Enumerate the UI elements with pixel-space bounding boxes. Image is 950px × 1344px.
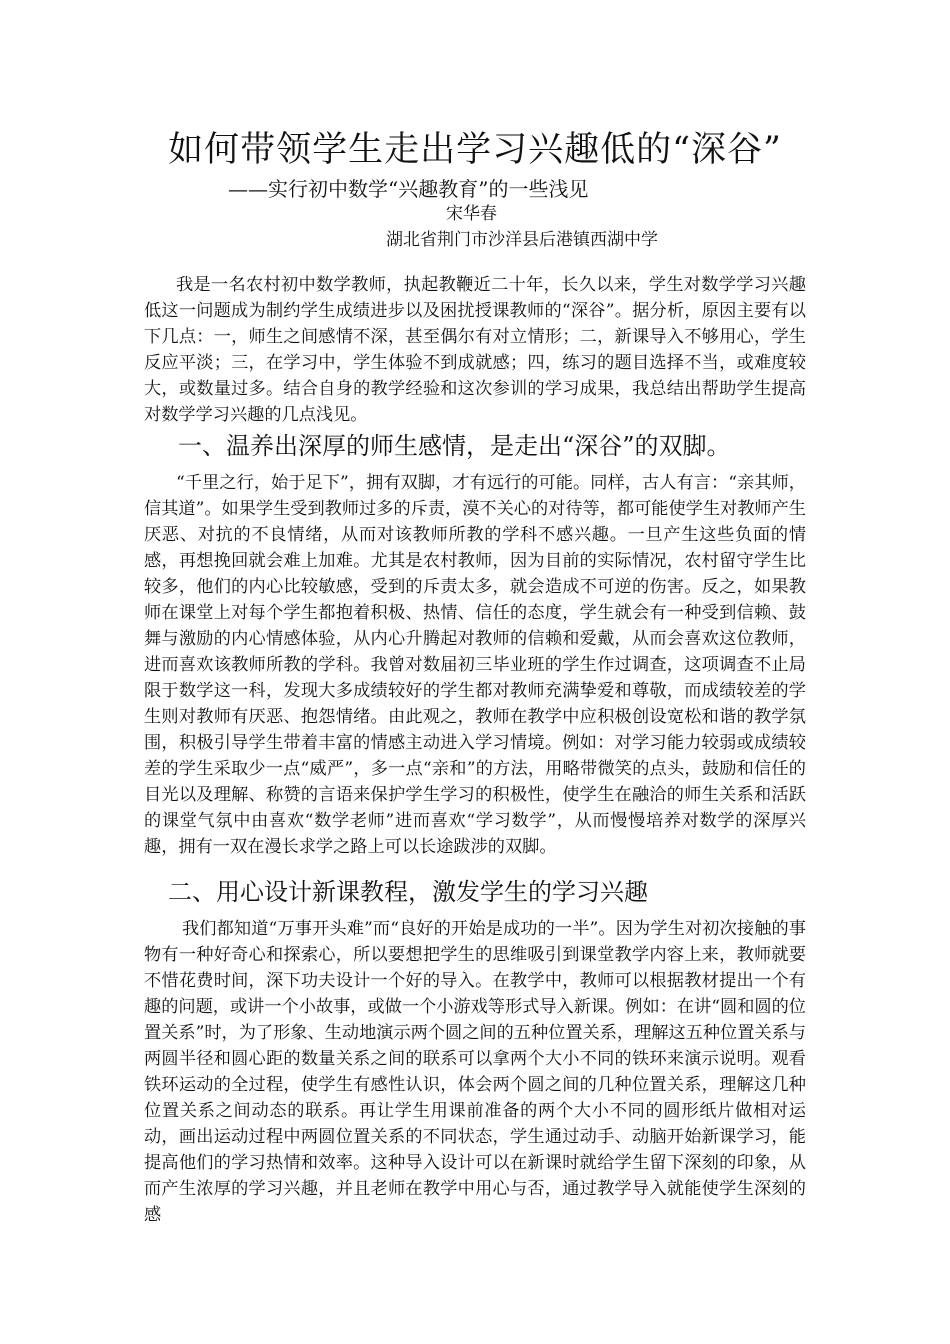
section-heading-1: 一、温养出深厚的师生感情，是走出“深谷”的双脚。 <box>178 432 731 460</box>
section-heading-2: 二、用心设计新课教程，激发学生的学习兴趣 <box>168 878 648 906</box>
document-subtitle: ——实行初中数学“兴趣教育”的一些浅见 <box>228 177 589 201</box>
intro-paragraph: 我是一名农村初中数学教师，执起教鞭近二十年，长久以来，学生对数学学习兴趣低这一问题成为制约学生成绩进步以及困扰授课教师的“深谷”。据分析，原因主要有以下几点：一，师生之间感情不深，甚至偶尔有对立情形；二，新课导入不够用心，学生反应平淡；三，在学习中，学生体验不到成就感；四，练习的题目选择不当，或难度较大，或数量过多。结合自身的教学经验和这次参训的学习成果，我总结出帮助学生提高对数学学习兴趣的几点浅见。 <box>144 275 806 425</box>
section-1-block <box>144 470 806 860</box>
section-1-paragraph: “千里之行，始于足下”，拥有双脚，才有远行的可能。同样，古人有言：“亲其师，信其道”。如果学生受到教师过多的斥责，漠不关心的对待等，都可能使学生对教师产生厌恶、对抗的不良情绪，从而对该教师所教的学科不感兴趣。一旦产生这些负面的情感，再想挽回就会难上加难。尤其是农村教师，因为目前的实际情况，农村留守学生比较多，他们的内心比较敏感，受到的斥责太多，就会造成不可逆的伤害。反之，如果教师在课堂上对每个学生都抱着积极、热情、信任的态度，学生就会有一种受到信赖、鼓舞与激励的内心情感体验，从内心升腾起对教师的信赖和爱戴，从而会喜欢这位教师，进而喜欢该教师所教的学科。我曾对数届初三毕业班的学生作过调查，这项调查不止局限于数学这一科，发现大多成绩较好的学生都对教师充满挚爱和尊敬，而成绩较差的学生则对教师有厌恶、抱怨情绪。由此观之，教师在教学中应积极创设宽松和谐的教学氛围，积极引导学生带着丰富的情感主动进入学习情境。例如：对学习能力较弱或成绩较差的学生采取少一点“威严”，多一点“亲和”的方法，用略带微笑的点头，鼓励和信任的目光以及理解、称赞的言语来保护学生学习的积极性，使学生在融洽的师生关系和活跃的课堂气氛中由喜欢“数学老师”进而喜欢“学习数学”，从而慢慢培养对数学的深厚兴趣，拥有一双在漫长求学之路上可以长途跋涉的双脚。 <box>144 473 806 857</box>
intro-paragraph-block <box>144 272 806 428</box>
document-title: 如何带领学生走出学习兴趣低的“深谷” <box>168 130 782 170</box>
author-school: 湖北省荆门市沙洋县后港镇西湖中学 <box>386 230 658 250</box>
section-2-paragraph: 我们都知道“万事开头难”而“良好的开始是成功的一半”。因为学生对初次接触的事物有一种好奇心和探索心，所以要想把学生的思维吸引到课堂教学内容上来，教师就要不惜花费时间，深下功夫设计一个好的导入。在教学中，教师可以根据教材提出一个有趣的问题，或讲一个小故事，或做一个小游戏等形式导入新课。例如：在讲“圆和圆的位置关系”时，为了形象、生动地演示两个圆之间的五种位置关系，理解这五种位置关系与两圆半径和圆心距的数量关系之间的联系可以拿两个大小不同的铁环来演示说明。观看铁环运动的全过程，使学生有感性认识，体会两个圆之间的几种位置关系，理解这几种位置关系之间动态的联系。再让学生用课前准备的两个大小不同的圆形纸片做相对运动，画出运动过程中两圆位置关系的不同状态，学生通过动手、动脑开始新课学习，能提高他们的学习热情和效率。这种导入设计可以在新课时就给学生留下深刻的印象，从而产生浓厚的学习兴趣，并且老师在教学中用心与否，通过教学导入就能使学生深刻的感 <box>144 919 806 1225</box>
section-2-block <box>144 916 806 1228</box>
author-name: 宋华春 <box>446 204 497 224</box>
